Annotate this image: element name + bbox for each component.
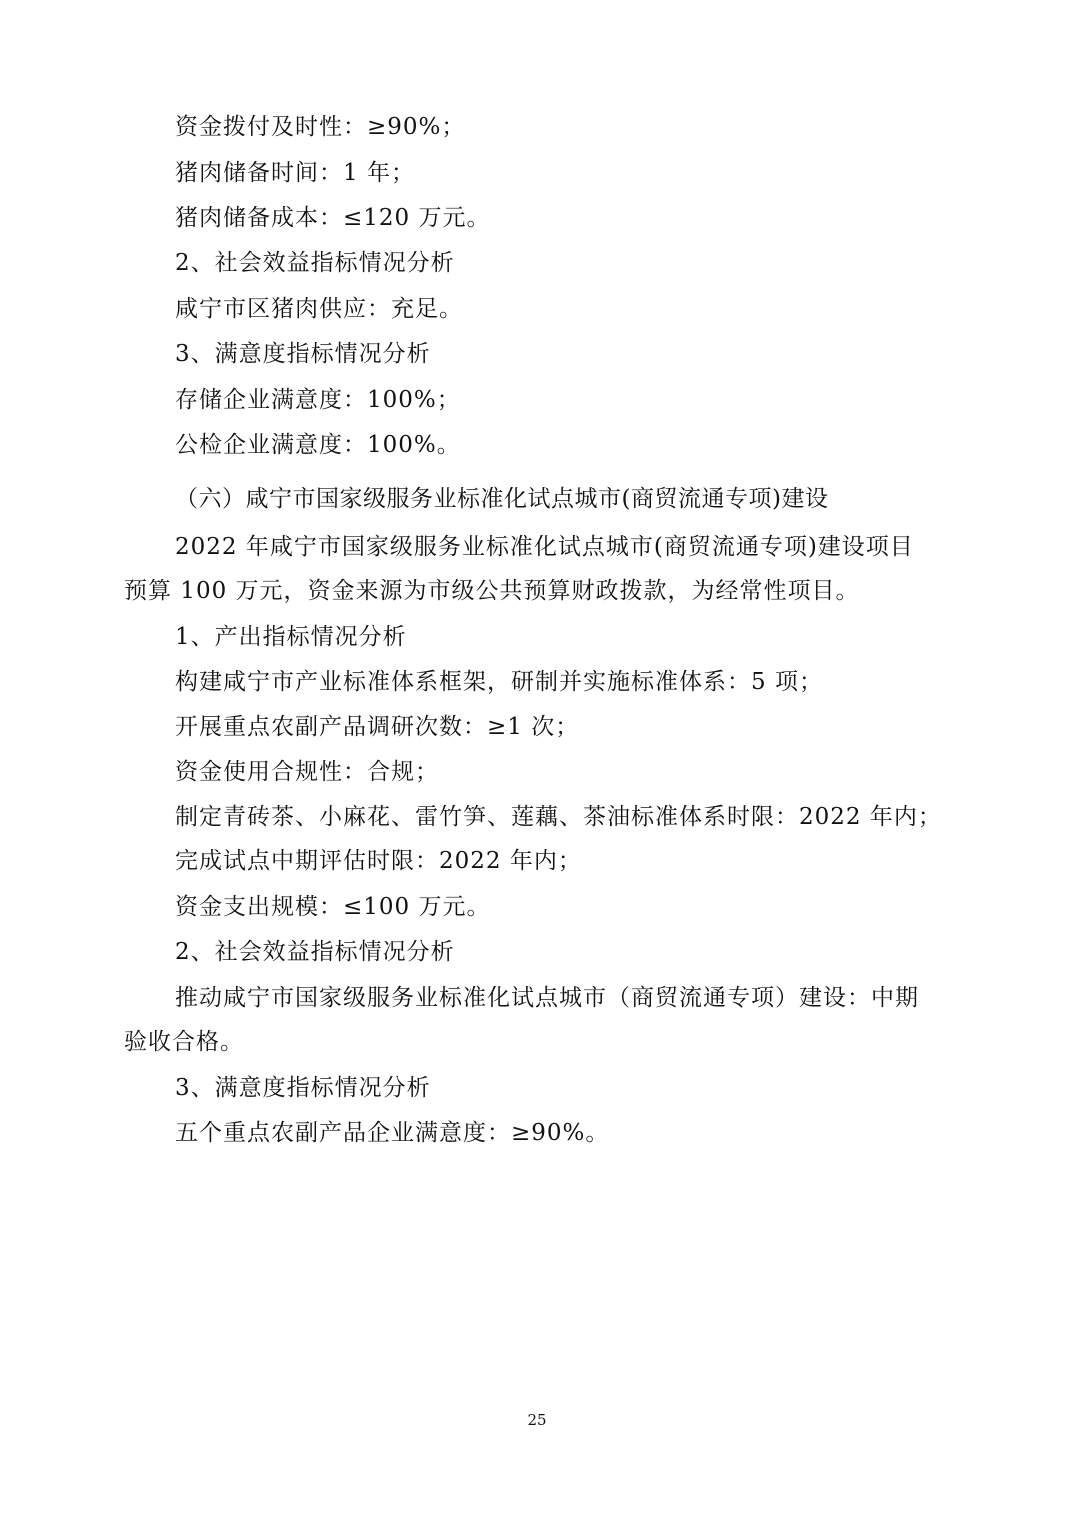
paragraph-promote-line1: 推动咸宁市国家级服务业标准化试点城市（商贸流通专项）建设：中期 [175, 985, 919, 1011]
paragraph-inspection-satisfaction: 公检企业满意度：100%。 [175, 432, 461, 458]
paragraph-project-intro-line2: 预算 100 万元，资金来源为市级公共预算财政拨款，为经常性项目。 [124, 578, 860, 604]
subheading-social-benefit-2: 2、社会效益指标情况分析 [175, 939, 455, 965]
subheading-output: 1、产出指标情况分析 [175, 624, 407, 650]
paragraph-enterprise-satisfaction: 五个重点农副产品企业满意度：≥90%。 [175, 1120, 610, 1146]
subheading-social-benefit: 2、社会效益指标情况分析 [175, 250, 455, 276]
paragraph-pork-reserve-time: 猪肉储备时间：1 年； [175, 160, 415, 186]
paragraph-pork-reserve-cost: 猪肉储备成本：≤120 万元。 [175, 205, 491, 231]
paragraph-fund-compliance: 资金使用合规性：合规； [175, 759, 439, 785]
paragraph-fund-scale: 资金支出规模：≤100 万元。 [175, 894, 491, 920]
paragraph-promote-line2: 验收合格。 [124, 1029, 244, 1055]
page-number: 25 [527, 1411, 547, 1429]
paragraph-fund-timeliness: 资金拨付及时性：≥90%； [175, 114, 466, 140]
section-heading-six: （六）咸宁市国家级服务业标准化试点城市(商贸流通专项)建设 [175, 486, 829, 512]
subheading-satisfaction: 3、满意度指标情况分析 [175, 341, 431, 367]
paragraph-project-intro-line1: 2022 年咸宁市国家级服务业标准化试点城市(商贸流通专项)建设项目 [175, 534, 914, 560]
paragraph-research-count: 开展重点农副产品调研次数：≥1 次； [175, 714, 580, 740]
paragraph-standard-system: 构建咸宁市产业标准体系框架，研制并实施标准体系：5 项； [175, 669, 823, 695]
paragraph-storage-satisfaction: 存储企业满意度：100%； [175, 387, 461, 413]
paragraph-pork-supply: 咸宁市区猪肉供应：充足。 [175, 296, 463, 322]
paragraph-midterm-deadline: 完成试点中期评估时限：2022 年内； [175, 848, 582, 874]
subheading-satisfaction-2: 3、满意度指标情况分析 [175, 1075, 431, 1101]
paragraph-standard-deadline: 制定青砖茶、小麻花、雷竹笋、莲藕、茶油标准体系时限：2022 年内； [175, 804, 942, 830]
